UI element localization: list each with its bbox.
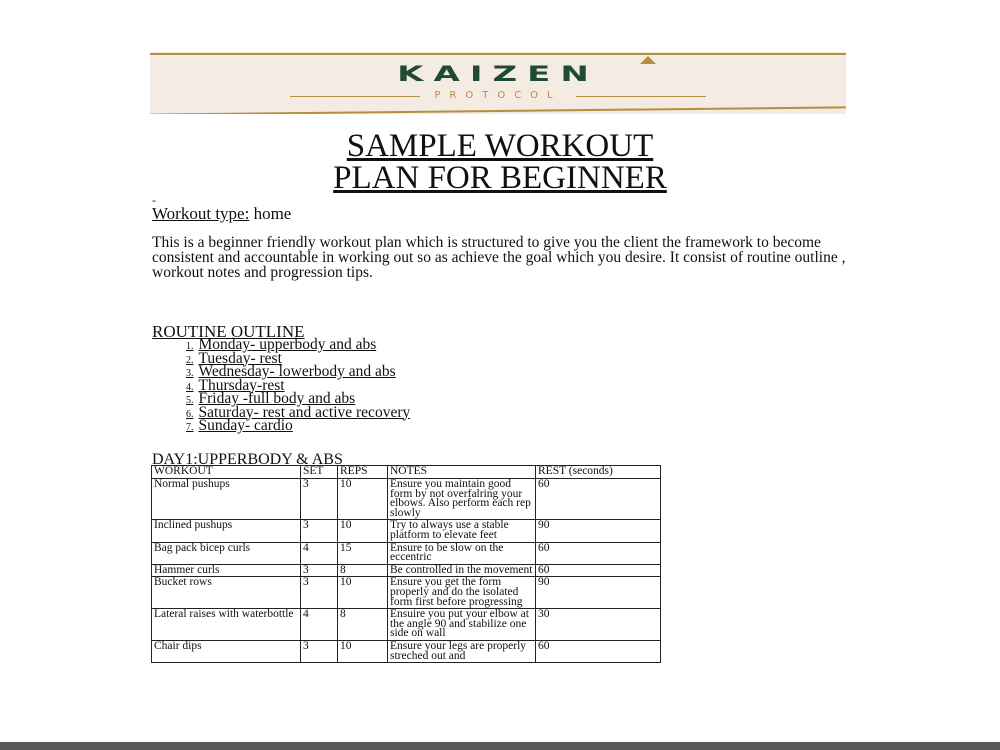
- cell-notes: Ensuire you put your elbow at the angle 90 and stabilize one side on wall: [388, 609, 536, 641]
- cell-workout: Bucket rows: [152, 577, 301, 609]
- cell-set: 3: [301, 577, 338, 609]
- cell-reps: 8: [338, 564, 388, 577]
- routine-item-text: Wednesday- lowerbody and abs: [198, 363, 396, 380]
- routine-item-number: 5.: [186, 395, 194, 406]
- routine-item-text: Monday- upperbody and abs: [198, 336, 377, 353]
- cell-set: 3: [301, 479, 338, 520]
- cell-set: 3: [301, 564, 338, 577]
- table-row: [152, 520, 661, 542]
- cell-rest: 90: [536, 577, 661, 609]
- routine-list: [186, 338, 410, 433]
- cell-set: 4: [301, 609, 338, 641]
- table-row: [152, 479, 661, 520]
- routine-item-text: Tuesday- rest: [198, 349, 282, 367]
- routine-item: [186, 419, 410, 433]
- workout-type-value: home: [249, 204, 292, 223]
- cell-workout: Hammer curls: [152, 564, 301, 577]
- logo-right-rule: [576, 96, 706, 97]
- cell-notes: Try to always use a stable platform to elevate feet: [388, 520, 536, 542]
- cell-set: 3: [301, 520, 338, 542]
- cell-workout: Bag pack bicep curls: [152, 542, 301, 564]
- cell-workout: Chair dips: [152, 640, 301, 662]
- routine-item-number: 4.: [186, 381, 194, 393]
- cell-set: 3: [301, 640, 338, 662]
- viewer-bottom-bar: [0, 742, 1000, 750]
- column-header-rest: REST (seconds): [536, 466, 661, 479]
- cell-workout: Normal pushups: [152, 479, 301, 520]
- intro-paragraph: This is a beginner friendly workout plan which is structured to give you the client the framework to become consistent and accountable in working out so as achieve the goal which you desire. It consist of routine outline , workout notes and progression tips.: [152, 234, 846, 281]
- column-header-notes: NOTES: [388, 466, 536, 479]
- routine-item-text: Friday -full body and abs: [198, 390, 356, 407]
- cell-notes: Ensure you get the form properly and do the isolated form first before progressing: [388, 577, 536, 609]
- cell-notes: Be controlled in the movement: [388, 564, 536, 577]
- page-title-line-1: SAMPLE WORKOUT: [346, 128, 654, 164]
- column-header-workout: WORKOUT: [152, 466, 301, 479]
- cell-rest: 60: [536, 479, 661, 520]
- table-header-row: [152, 466, 661, 479]
- workout-type-label: Workout type:: [152, 204, 250, 223]
- cell-reps: 10: [338, 479, 388, 520]
- routine-item-text: Saturday- rest and active recovery: [198, 403, 411, 421]
- cell-workout: Inclined pushups: [152, 520, 301, 542]
- routine-item-number: 2.: [186, 354, 194, 366]
- table-row: [152, 609, 661, 641]
- routine-item-text: Thursday-rest: [198, 376, 285, 394]
- column-header-set: SET: [301, 466, 338, 479]
- logo-sub: PROTOCOL: [434, 90, 562, 101]
- cell-rest: 60: [536, 564, 661, 577]
- table-row: [152, 564, 661, 577]
- routine-item-number: 1.: [186, 341, 194, 352]
- routine-item-number: 6.: [186, 408, 194, 420]
- day1-workout-table: [151, 465, 661, 663]
- workout-type: [152, 204, 291, 224]
- cell-reps: 8: [338, 609, 388, 641]
- cell-reps: 10: [338, 520, 388, 542]
- cell-notes: Ensure you maintain good form by not overfalring your elbows. Also perform each rep slowly: [388, 479, 536, 520]
- routine-item-text: Sunday- cardio: [198, 417, 293, 434]
- logo-brand: KAIZEN: [397, 62, 599, 87]
- cell-rest: 60: [536, 640, 661, 662]
- stray-dash: -: [152, 193, 156, 207]
- kaizen-logo-banner: [150, 52, 846, 114]
- column-header-reps: REPS: [338, 466, 388, 479]
- routine-outline-heading: ROUTINE OUTLINE: [152, 322, 305, 341]
- cell-notes: Ensure your legs are properly streched out and: [388, 640, 536, 662]
- cell-set: 4: [301, 542, 338, 564]
- cell-rest: 90: [536, 520, 661, 542]
- cell-reps: 10: [338, 640, 388, 662]
- banner-top-line: [150, 53, 846, 55]
- routine-item-number: 7.: [186, 422, 194, 433]
- table-row: [152, 577, 661, 609]
- cell-workout: Lateral raises with waterbottle: [152, 609, 301, 641]
- cell-rest: 60: [536, 542, 661, 564]
- page-title-line-2: PLAN FOR BEGINNER: [333, 160, 667, 196]
- table-row: [152, 640, 661, 662]
- cell-rest: 30: [536, 609, 661, 641]
- cell-reps: 10: [338, 577, 388, 609]
- banner-bottom-line: [150, 106, 846, 114]
- cell-notes: Ensure to be slow on the eccentric: [388, 542, 536, 564]
- cell-reps: 15: [338, 542, 388, 564]
- day1-heading: DAY1:UPPERBODY & ABS: [152, 451, 343, 468]
- table-row: [152, 542, 661, 564]
- routine-item-number: 3.: [186, 368, 194, 379]
